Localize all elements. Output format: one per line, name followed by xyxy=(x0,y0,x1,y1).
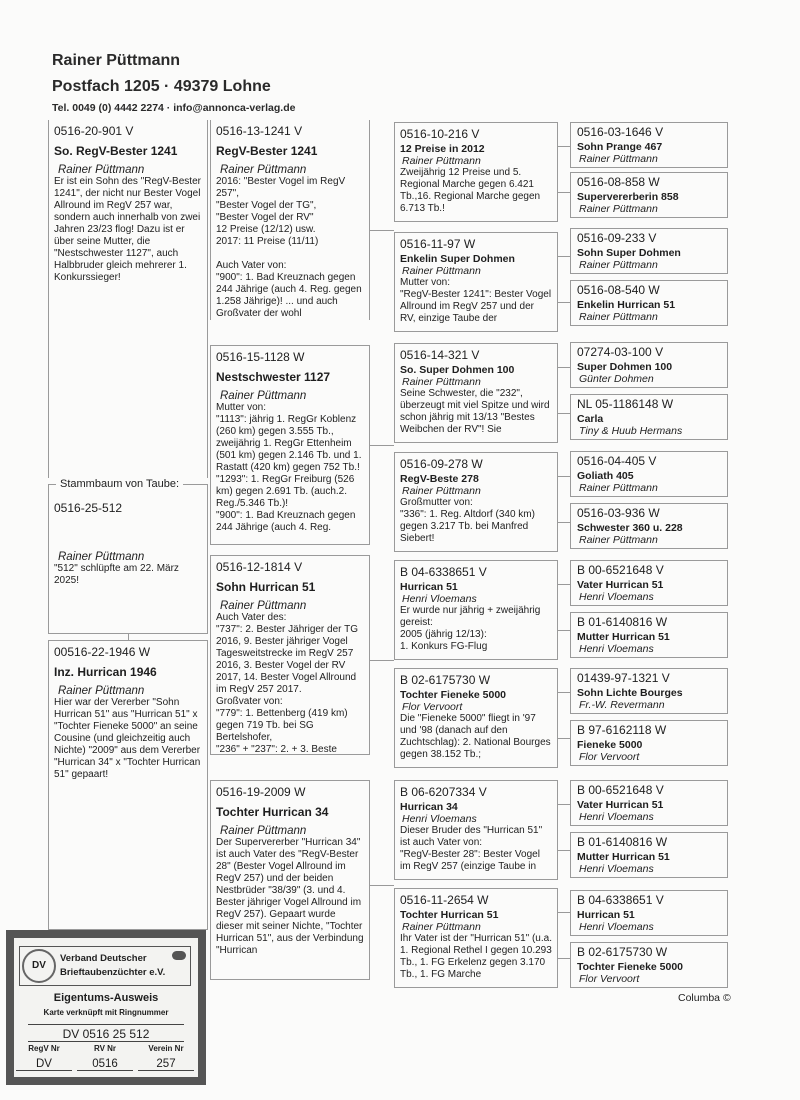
ring-number: 07274-03-100 V xyxy=(577,345,664,359)
ring-number: 01439-97-1321 V xyxy=(577,671,670,685)
connector-line xyxy=(558,738,570,739)
connector-line xyxy=(558,912,570,913)
breeder-name: Rainer Püttmann xyxy=(579,311,658,323)
pigeon-description: Mutter von: "1113": jährig 1. RegGr Koblenz (260 km) gegen 3.555 Tb., zweijährig 1. RegGr Ettenheim (501 km) gegen 2.146 Tb. und 1. Rastatt (420 km) gegen 752 Tb.! "1293": 1. RegGr Freiburg (526 km) gegen 2.691 Tb. (auch.2. Reg./5.346 Tb.)! "900": 1. Bad Kreuznach gegen 244 Jährige (auch 4. Reg. xyxy=(216,402,362,533)
pigeon-description: Hier war der Vererber "Sohn Hurrican 51" aus "Hurrican 51" x "Tochter Fieneke 5000" an seine Cousine (und gleichzeitig auch Nichte) "2009" aus dem Vererber "Hurrican 34" x "Tochter Hurrican 51" gepaart! xyxy=(54,697,201,780)
great-great-grandparent-box xyxy=(570,280,728,326)
pigeon-name: RegV-Beste 278 xyxy=(400,473,479,485)
verein-value: 257 xyxy=(138,1058,194,1071)
ring-number: 0516-19-2009 W xyxy=(216,785,306,799)
bicycle-icon xyxy=(172,951,186,960)
great-great-grandparent-box xyxy=(570,668,728,714)
great-grandparent-box xyxy=(394,560,558,660)
great-great-grandparent-box xyxy=(570,832,728,878)
ring-number: 0516-15-1128 W xyxy=(216,350,305,364)
pigeon-name: Supervererberin 858 xyxy=(577,191,679,203)
connector-line xyxy=(558,692,570,693)
pigeon-name: Sohn Lichte Bourges xyxy=(577,687,683,699)
ring-number: 0516-08-540 W xyxy=(577,283,660,297)
great-grandparent-box xyxy=(394,343,558,443)
connector-line xyxy=(558,256,570,257)
pigeon-name: Tochter Hurrican 51 xyxy=(400,909,499,921)
great-grandparent-box xyxy=(394,232,558,332)
regv-label: RegV Nr xyxy=(28,1044,60,1053)
breeder-name: Tiny & Huub Hermans xyxy=(579,425,683,437)
breeder-name: Rainer Püttmann xyxy=(58,685,145,697)
connector-line xyxy=(558,413,570,414)
great-grandparent-box xyxy=(394,668,558,768)
grandparent-box xyxy=(210,780,370,980)
grandparent-box xyxy=(210,120,370,320)
pigeon-name: Vater Hurrican 51 xyxy=(577,579,664,591)
card-header xyxy=(19,946,191,986)
ring-number: 0516-09-278 W xyxy=(400,457,483,471)
regv-value: DV xyxy=(16,1058,72,1071)
breeder-name: Henri Vloemans xyxy=(402,593,477,605)
pigeon-name: Hurrican 34 xyxy=(400,801,458,813)
pigeon-name: Schwester 360 u. 228 xyxy=(577,522,683,534)
pigeon-name: Carla xyxy=(577,413,604,425)
great-great-grandparent-box xyxy=(570,942,728,988)
ring-number: B 01-6140816 W xyxy=(577,615,668,629)
breeder-name: Rainer Püttmann xyxy=(402,485,481,497)
pigeon-name: Hurrican 51 xyxy=(577,909,635,921)
ring-number: 0516-09-233 V xyxy=(577,231,657,245)
ring-number: 0516-08-858 W xyxy=(577,175,660,189)
ring-number: 0516-12-1814 V xyxy=(216,560,303,574)
connector-line xyxy=(558,850,570,851)
breeder-name: Rainer Püttmann xyxy=(402,921,481,933)
ring-number: 0516-11-2654 W xyxy=(400,893,489,907)
ring-number: 0516-03-936 W xyxy=(577,506,660,520)
breeder-name: Rainer Püttmann xyxy=(579,534,658,546)
pigeon-description: Der Supervererber "Hurrican 34" ist auch Vater des "RegV-Bester 28" (Bester Vogel Allround im RegV 257) und der beiden Nestbrüder "38/39" (3. und 4. Bester jähriger Vogel Allround im RegV 257). Gepaart wurde dieser mit seiner Nichte, "Tochter Hurrican 51", aus der Verbindung "Hurrican xyxy=(216,837,364,956)
ring-number: 0516-13-1241 V xyxy=(216,124,303,138)
breeder-name: Rainer Püttmann xyxy=(579,482,658,494)
pigeon-name: 12 Preise in 2012 xyxy=(400,143,485,155)
connector-line xyxy=(370,660,394,661)
breeder-contact: Tel. 0049 (0) 4442 2274 · info@annonca-verlag.de xyxy=(52,102,296,114)
subject-ring: 0516-25-512 xyxy=(54,501,123,515)
breeder-name: Rainer Püttmann xyxy=(220,825,307,837)
ring-number: B 00-6521648 V xyxy=(577,563,664,577)
pigeon-name: Sohn Super Dohmen xyxy=(577,247,681,259)
connector-line xyxy=(370,885,394,886)
subject-breeder: Rainer Püttmann xyxy=(58,551,145,563)
pigeon-name: Fieneke 5000 xyxy=(577,739,643,751)
connector-line xyxy=(558,630,570,631)
pigeon-name: Mutter Hurrican 51 xyxy=(577,631,670,643)
pigeon-description: Mutter von: "RegV-Bester 1241": Bester Vogel Allround im RegV 257 und der RV, einzige Taube der xyxy=(400,277,552,324)
breeder-name: Rainer Püttmann xyxy=(402,155,481,167)
pigeon-description: Seine Schwester, die "232", überzeugt mit viel Spitze und wird schon jährig mit 13/13 "Bestes Weibchen der RV"! Sie xyxy=(400,388,550,435)
pigeon-description: 2016: "Bester Vogel im RegV 257", "Bester Vogel der TG", "Bester Vogel der RV" 12 Preise (12/12) usw. 2017: 11 Preise (11/11) Auch Vater von: "900": 1. Bad Kreuznach gegen 244 Jährige (auch 4. Reg. gegen 1.258 Jährige)! ... und auch Großvater der wohl xyxy=(216,176,362,319)
ring-number: 0516-04-405 V xyxy=(577,454,657,468)
pigeon-name: Enkelin Hurrican 51 xyxy=(577,299,676,311)
grandparent-box xyxy=(210,555,370,755)
great-grandparent-box xyxy=(394,452,558,552)
breeder-name: Rainer Püttmann xyxy=(402,376,481,388)
pigeon-name: Tochter Fieneke 5000 xyxy=(400,689,507,701)
pigeon-name: Goliath 405 xyxy=(577,470,634,482)
breeder-name: Flor Vervoort xyxy=(579,751,640,763)
pigeon-description: Großmutter von: "336": 1. Reg. Altdorf (340 km) gegen 3.217 Tb. bei Manfred Siebert! xyxy=(400,497,535,544)
great-great-grandparent-box xyxy=(570,890,728,936)
great-great-grandparent-box xyxy=(570,172,728,218)
pigeon-name: So. RegV-Bester 1241 xyxy=(54,144,178,158)
great-grandparent-box xyxy=(394,780,558,880)
card-ring-number: DV 0516 25 512 xyxy=(28,1024,184,1042)
great-great-grandparent-box xyxy=(570,612,728,658)
ring-number: 0516-10-216 V xyxy=(400,127,480,141)
ring-number: 0516-20-901 V xyxy=(54,124,134,138)
connector-line xyxy=(558,192,570,193)
breeder-name: Henri Vloemans xyxy=(579,863,654,875)
breeder-name: Rainer Püttmann xyxy=(220,164,307,176)
breeder-name: Henri Vloemans xyxy=(579,921,654,933)
pigeon-name: Vater Hurrican 51 xyxy=(577,799,664,811)
ring-number: B 97-6162118 W xyxy=(577,723,667,737)
ring-number: B 00-6521648 V xyxy=(577,783,664,797)
ring-number: 00516-22-1946 W xyxy=(54,645,151,659)
org-line-2: Brieftaubenzüchter e.V. xyxy=(60,967,166,978)
connector-line xyxy=(558,804,570,805)
pigeon-name: Sohn Prange 467 xyxy=(577,141,663,153)
pigeon-name: Hurrican 51 xyxy=(400,581,458,593)
association-name xyxy=(60,952,165,980)
pigeon-description: Auch Vater des: "737": 2. Bester Jähriger der TG 2016, 9. Bester jähriger Vogel Tagesweitstrecke im RegV 257 2016, 3. Bester Vogel der RV 2017, 14. Bester Vogel Allround im RegV 257 2017. Großvater von: "779": 1. Bettenberg (419 km) gegen 719 Tb. bei SG Bertelshofer, "236" + "237": 2. + 3. Beste xyxy=(216,612,358,755)
ownership-card xyxy=(6,930,206,1085)
dam-box xyxy=(48,640,208,930)
great-great-grandparent-box xyxy=(570,122,728,168)
org-line-1: Verband Deutscher xyxy=(60,953,147,964)
pigeon-name: Super Dohmen 100 xyxy=(577,361,673,373)
pigeon-name: So. Super Dohmen 100 xyxy=(400,364,515,376)
pigeon-description: Die "Fieneke 5000" fliegt in '97 und '98 (danach auf den Zuchtschlag): 2. National Bourges gegen 38.152 Tb.; xyxy=(400,713,551,760)
card-title: Eigentums-Ausweis xyxy=(53,992,159,1004)
breeder-name: Henri Vloemans xyxy=(579,591,654,603)
ring-number: B 04-6338651 V xyxy=(577,893,664,907)
credit: Columba © xyxy=(678,992,731,1004)
breeder-name: Rainer Püttmann xyxy=(579,259,658,271)
ring-number: B 02-6175730 W xyxy=(400,673,491,687)
breeder-name: Henri Vloemans xyxy=(402,813,477,825)
great-great-grandparent-box xyxy=(570,228,728,274)
pigeon-description: Ihr Vater ist der "Hurrican 51" (u.a. 1. Regional Rethel I gegen 10.293 Tb., 1. FG Erkelenz gegen 3.170 Tb., 1. FG Marche xyxy=(400,933,552,980)
breeder-name: Henri Vloemans xyxy=(579,643,654,655)
breeder-name: Fr.-W. Revermann xyxy=(579,699,665,711)
breeder-name: Rainer Püttmann xyxy=(52,52,181,69)
breeder-name: Flor Vervoort xyxy=(402,701,463,713)
rv-value: 0516 xyxy=(77,1058,133,1071)
pigeon-name: RegV-Bester 1241 xyxy=(216,144,318,158)
breeder-name: Rainer Püttmann xyxy=(220,600,307,612)
pigeon-name: Nestschwester 1127 xyxy=(216,370,331,384)
pigeon-description: Dieser Bruder des "Hurrican 51" ist auch Vater von: "RegV-Bester 28": Bester Vogel im RegV 257 (einzige Taube in xyxy=(400,825,543,872)
great-grandparent-box xyxy=(394,122,558,222)
breeder-name: Rainer Püttmann xyxy=(579,153,658,165)
great-great-grandparent-box xyxy=(570,451,728,497)
subject-pigeon-box xyxy=(48,484,208,634)
ring-number: B 04-6338651 V xyxy=(400,565,487,579)
connector-line xyxy=(370,445,394,446)
great-great-grandparent-box xyxy=(570,394,728,440)
breeder-name: Rainer Püttmann xyxy=(220,390,307,402)
pigeon-name: Tochter Hurrican 34 xyxy=(216,805,329,819)
pigeon-name: Sohn Hurrican 51 xyxy=(216,580,316,594)
connector-line xyxy=(558,522,570,523)
rv-label: RV Nr xyxy=(93,1044,117,1053)
subject-legend: Stammbaum von Taube: xyxy=(56,478,183,490)
ring-number: B 01-6140816 W xyxy=(577,835,668,849)
association-logo: DV xyxy=(22,949,56,983)
ring-number: 0516-03-1646 V xyxy=(577,125,664,139)
subject-text: "512" schlüpfte am 22. März 2025! xyxy=(54,563,179,586)
pigeon-name: Mutter Hurrican 51 xyxy=(577,851,670,863)
pigeon-description: Er wurde nur jährig + zweijährig gereist: 2005 (jährig 12/13): 1. Konkurs FG-Flug xyxy=(400,605,541,652)
great-great-grandparent-box xyxy=(570,720,728,766)
breeder-name: Rainer Püttmann xyxy=(402,265,481,277)
connector-line xyxy=(558,302,570,303)
connector-line xyxy=(558,584,570,585)
connector-line xyxy=(558,476,570,477)
breeder-name: Rainer Püttmann xyxy=(579,203,658,215)
verein-label: Verein Nr xyxy=(148,1044,184,1053)
pigeon-description: Er ist ein Sohn des "RegV-Bester 1241", der nicht nur Bester Vogel Allround im RegV 257 war, sondern auch innerhalb von zwei Jahren 23/23 flog! Dazu ist er über seine Mutter, die "Nestschwester 1127", auch Halbbruder gleich mehrerer 1. Konkurssieger! xyxy=(54,176,201,283)
pigeon-name: Enkelin Super Dohmen xyxy=(400,253,515,265)
ring-number: 0516-14-321 V xyxy=(400,348,480,362)
pigeon-description: Zweijährig 12 Preise und 5. Regional Marche gegen 6.421 Tb.,16. Regional Marche gegen 6.713 Tb.! xyxy=(400,167,541,214)
great-great-grandparent-box xyxy=(570,342,728,388)
great-great-grandparent-box xyxy=(570,780,728,826)
connector-line xyxy=(558,958,570,959)
connector-line xyxy=(370,230,394,231)
breeder-name: Flor Vervoort xyxy=(579,973,640,985)
great-great-grandparent-box xyxy=(570,560,728,606)
sire-box xyxy=(48,120,208,478)
ring-number: B 06-6207334 V xyxy=(400,785,487,799)
connector-line xyxy=(128,634,129,640)
connector-line xyxy=(558,146,570,147)
grandparent-box xyxy=(210,345,370,545)
card-subtitle: Karte verknüpft mit Ringnummer xyxy=(43,1008,169,1017)
pigeon-name: Tochter Fieneke 5000 xyxy=(577,961,684,973)
breeder-name: Günter Dohmen xyxy=(579,373,654,385)
breeder-name: Henri Vloemans xyxy=(579,811,654,823)
ring-number: NL 05-1186148 W xyxy=(577,397,674,411)
great-great-grandparent-box xyxy=(570,503,728,549)
ring-number: B 02-6175730 W xyxy=(577,945,668,959)
ring-number: 0516-11-97 W xyxy=(400,237,476,251)
great-grandparent-box xyxy=(394,888,558,988)
breeder-name: Rainer Püttmann xyxy=(58,164,145,176)
breeder-address: Postfach 1205 · 49379 Lohne xyxy=(52,78,271,95)
connector-line xyxy=(558,367,570,368)
pigeon-name: Inz. Hurrican 1946 xyxy=(54,665,157,679)
